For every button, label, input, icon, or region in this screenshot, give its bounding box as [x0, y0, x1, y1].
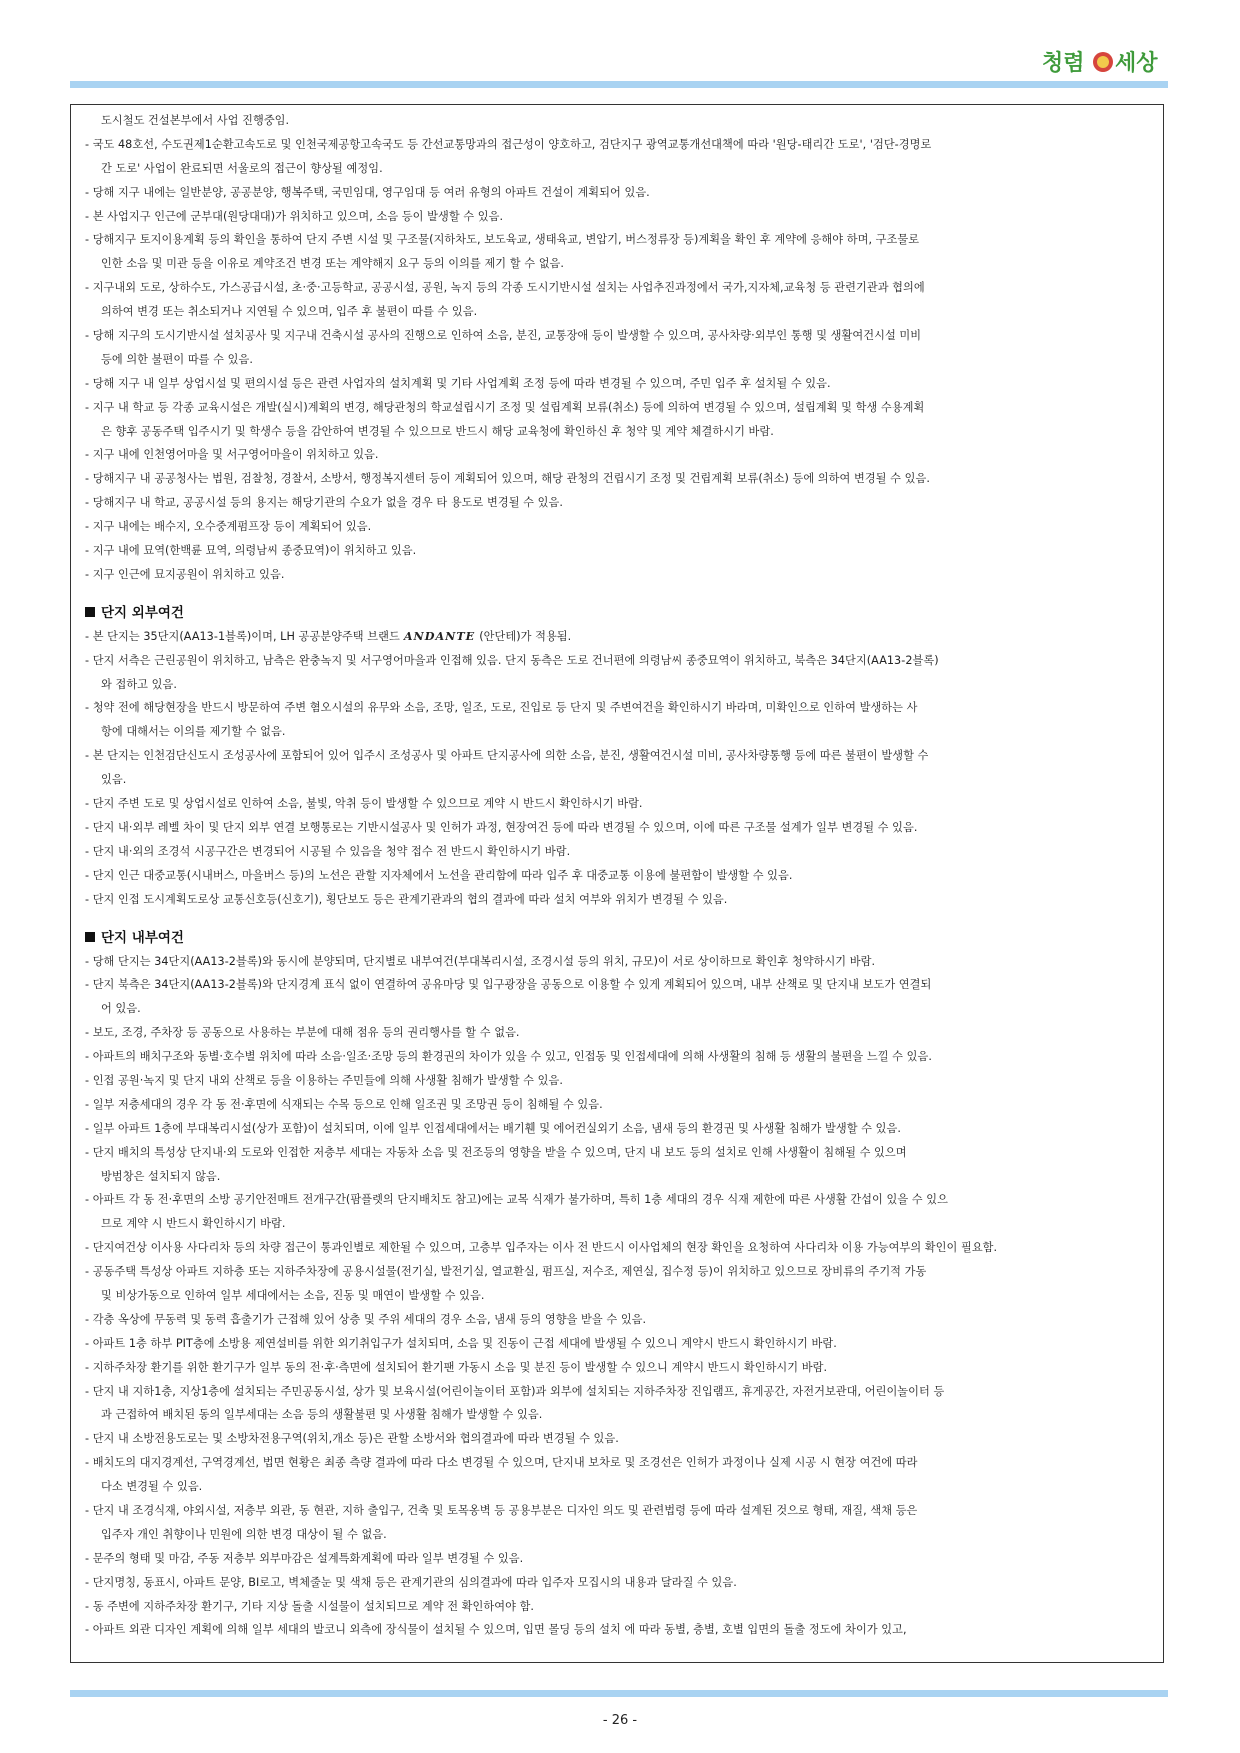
list-item: - 당해 지구 내에는 일반분양, 공공분양, 행복주택, 국민임대, 영구임대 등 여러 유형의 아파트 건설이 계획되어 있음. [85, 185, 650, 199]
list-item: - 단지 내 소방전용도로는 및 소방차전용구역(위치,개소 등)은 관할 소방서와 협의결과에 따라 변경될 수 있음. [85, 1432, 619, 1446]
list-item: - 지하주차장 환기를 위한 환기구가 일부 동의 전·후·측면에 설치되어 환기팬 가동시 소음 및 분진 등이 발생할 수 있으니 계약시 반드시 확인하시기 바람. [85, 1360, 828, 1374]
list-item: - 단지 내 조경식재, 야외시설, 저층부 외관, 동 현관, 지하 출입구, 건축 및 토목옹벽 등 공용부분은 디자인 의도 및 관련법령 등에 따라 설계된 것으로 형태, 재질, 색채 등은 [85, 1503, 918, 1517]
list-item: - 공동주택 특성상 아파트 지하층 또는 지하주차장에 공용시설물(전기실, 발전기실, 열교환실, 펌프실, 저수조, 제연실, 집수정 등)이 위치하고 있으므로 장비류의 주기적 가동 [85, 1265, 927, 1279]
list-item: - 단지 내·외의 조경석 시공구간은 변경되어 시공될 수 있음을 청약 접수 전 반드시 확인하시기 바람. [85, 844, 571, 858]
list-item: - 당해 지구 내 일부 상업시설 및 편의시설 등은 관련 사업자의 설치계획 및 기타 사업계획 조정 등에 따라 변경될 수 있으며, 주민 입주 후 설치될 수 있음. [85, 376, 831, 390]
section-title: 단지 외부여건 [101, 604, 184, 621]
list-item: 및 비상가동으로 인하여 일부 세대에서는 소음, 진동 및 매연이 발생할 수 있음. [101, 1288, 485, 1302]
internal-conditions-list [85, 950, 1151, 1643]
list-item: - 보도, 조경, 주차장 등 공동으로 사용하는 부분에 대해 점유 등의 권리행사를 할 수 없음. [85, 1026, 520, 1040]
list-item: - 본 사업지구 인근에 군부대(원당대대)가 위치하고 있으며, 소음 등이 발생할 수 있음. [85, 209, 504, 223]
list-item: 인한 소음 및 미관 등을 이유로 계약조건 변경 또는 계약해지 요구 등의 이의를 제기 할 수 없음. [101, 257, 565, 271]
list-item: - 인접 공원·녹지 및 단지 내외 산책로 등을 이용하는 주민들에 의해 사생활 침해가 발생할 수 있음. [85, 1073, 563, 1087]
list-item: - 아파트 1층 하부 PIT층에 소방용 제연설비를 위한 외기취입구가 설치되며, 소음 및 진동이 근접 세대에 발생될 수 있으니 계약시 반드시 확인하시기 바람. [85, 1336, 837, 1350]
list-item: - 국도 48호선, 수도권제1순환고속도로 및 인천국제공항고속국도 등 간선교통망과의 접근성이 양호하고, 검단지구 광역교통개선대책에 따라 '원당-태리간 도로', '검단-경명로 [85, 137, 932, 151]
list-item: - 일부 아파트 1층에 부대복리시설(상가 포함)이 설치되며, 이에 일부 인접세대에서는 배기휀 및 에어컨실외기 소음, 냄새 등의 환경권 및 사생활 침해가 발생할 수 있음. [85, 1121, 901, 1135]
external-conditions-list [85, 649, 1151, 912]
footer-accent-bar [70, 1690, 1168, 1697]
list-item: 과 근접하여 배치된 동의 일부세대는 소음 등의 생활불편 및 사생활 침해가 발생할 수 있음. [101, 1408, 543, 1422]
list-item: - 동 주변에 지하주차장 환기구, 기타 지상 돌출 시설물이 설치되므로 계약 전 확인하여야 함. [85, 1599, 535, 1613]
section-heading-internal [85, 926, 1151, 950]
square-bullet-icon [85, 607, 95, 617]
list-item: - 단지 인근 대중교통(시내버스, 마을버스 등)의 노선은 관할 지자체에서 노선을 관리함에 따라 입주 후 대중교통 이용에 불편함이 발생할 수 있음. [85, 868, 793, 882]
list-item: 간 도로' 사업이 완료되면 서울로의 접근이 향상될 예정임. [101, 161, 383, 175]
svg-text:청렴: 청렴 [1042, 51, 1085, 76]
list-item: - 단지 주변 도로 및 상업시설로 인하여 소음, 불빛, 악취 등이 발생할 수 있으므로 계약 시 반드시 확인하시기 바람. [85, 797, 643, 811]
logo-emblem-icon [1040, 44, 1180, 80]
list-item: - 당해 지구의 도시기반시설 설치공사 및 지구내 건축시설 공사의 진행으로 인하여 소음, 분진, 교통장애 등이 발생할 수 있으며, 공사차량·외부인 통행 및 생활여건시설 미비 [85, 329, 922, 343]
content-frame [70, 104, 1164, 1663]
list-item: 와 접하고 있음. [101, 677, 177, 691]
list-item: - 단지 내 지하1층, 지상1층에 설치되는 주민공동시설, 상가 및 보육시설(어린이놀이터 포함)과 외부에 설치되는 지하주차장 진입램프, 휴게공간, 자전거보관대, 어린이놀이터 등 [85, 1384, 945, 1398]
list-item: - 아파트의 배치구조와 동별·호수별 위치에 따라 소음·일조·조망 등의 환경권의 차이가 있을 수 있고, 인접동 및 인접세대에 의해 사생활의 침해 등 생활의 불편을 느낄 수 있음. [85, 1050, 932, 1064]
list-item: - 단지명칭, 동표시, 아파트 문양, BI로고, 벽체줄눈 및 색채 등은 관계기관의 심의결과에 따라 입주자 모집시의 내용과 달라질 수 있음. [85, 1575, 737, 1589]
list-item: 의하여 변경 또는 취소되거나 지연될 수 있으며, 입주 후 불편이 따를 수 있음. [101, 305, 478, 319]
section-heading-external [85, 601, 1151, 625]
list-item: 방범창은 설치되지 않음. [101, 1169, 221, 1183]
list-item: - 단지 배치의 특성상 단지내·외 도로와 인접한 저층부 세대는 자동차 소음 및 전조등의 영향을 받을 수 있으며, 단지 내 보도 등의 설치로 인해 사생활이 침해될 수 있으며 [85, 1145, 907, 1159]
brand-line-text: - 본 단지는 35단지(AA13-1블록)이며, LH 공공분양주택 브랜드 [85, 629, 400, 643]
list-item: - 지구 내에 묘역(한백륜 묘역, 의령남씨 종중묘역)이 위치하고 있음. [85, 544, 417, 558]
list-item: - 당해지구 토지이용계획 등의 확인을 통하여 단지 주변 시설 및 구조물(지하차도, 보도육교, 생태육교, 변압기, 버스정류장 등)계획을 확인 후 계약에 응해야 하며, 구조물로 [85, 233, 920, 247]
list-item: 다소 변경될 수 있음. [101, 1480, 203, 1494]
list-item: - 당해지구 내 학교, 공공시설 등의 용지는 해당기관의 수요가 없을 경우 타 용도로 변경될 수 있음. [85, 496, 563, 510]
list-item: - 배치도의 대지경계선, 구역경계선, 법면 현황은 최종 측량 결과에 따라 다소 변경될 수 있으며, 단지내 보차로 및 조경선은 인허가 과정이나 실제 시공 시 현장 여건에 따라 [85, 1456, 918, 1470]
list-item: - 아파트 외관 디자인 계획에 의해 일부 세대의 발코니 외측에 장식물이 설치될 수 있으며, 입면 몰딩 등의 설치 에 따라 동별, 층별, 호별 입면의 돌출 정도에 차이가 있고, [85, 1623, 907, 1637]
list-item: - 지구 인근에 묘지공원이 위치하고 있음. [85, 567, 285, 581]
list-item: 등에 의한 불편이 따를 수 있음. [101, 352, 253, 366]
list-item: - 지구 내에는 배수지, 오수중계펌프장 등이 계획되어 있음. [85, 520, 372, 534]
svg-text:세상: 세상 [1115, 51, 1158, 76]
list-item: - 단지 내·외부 레벨 차이 및 단지 외부 연결 보행통로는 기반시설공사 및 인허가 과정, 현장여건 등에 따라 변경될 수 있으며, 이에 따른 구조물 설계가 일부 변경될 수 있음. [85, 820, 918, 834]
list-item: 도시철도 건설본부에서 사업 진행중임. [101, 114, 290, 127]
list-item: 어 있음. [101, 1002, 141, 1016]
list-item: 있음. [101, 773, 127, 787]
list-item: - 단지 인접 도시계획도로상 교통신호등(신호기), 횡단보도 등은 관계기관과의 협의 결과에 따라 설치 여부와 위치가 변경될 수 있음. [85, 892, 728, 906]
list-item: - 청약 전에 해당현장을 반드시 방문하여 주변 혐오시설의 유무와 소음, 조망, 일조, 도로, 진입로 등 단지 및 주변여건을 확인하시기 바라며, 미확인으로 인하여 발생하는 사 [85, 701, 918, 715]
list-item: - 아파트 각 동 전·후면의 소방 공기안전매트 전개구간(팜플렛의 단지배치도 참고)에는 교목 식재가 불가하며, 특히 1층 세대의 경우 식재 제한에 따른 사생활 간섭이 있을 수 있으 [85, 1193, 948, 1207]
brand-line [85, 625, 1151, 649]
logo [1040, 44, 1180, 80]
list-item: - 각층 옥상에 무동력 및 동력 흡출기가 근접해 있어 상층 및 주위 세대의 경우 소음, 냄새 등의 영향을 받을 수 있음. [85, 1312, 647, 1326]
square-bullet-icon [85, 932, 95, 942]
list-item: - 지구 내 학교 등 각종 교육시설은 개발(실시)계획의 변경, 해당관청의 학교설립시기 조정 및 설립계획 보류(취소) 등에 의하여 변경될 수 있으며, 설립계획 및 학생 수용계획 [85, 400, 925, 414]
brand-line-suffix: (안단테)가 적용됨. [479, 629, 572, 643]
header-accent-bar [70, 81, 1168, 88]
list-item: - 단지 북측은 34단지(AA13-2블록)와 단지경계 표식 없이 연결하여 공유마당 및 입구광장을 공동으로 이용할 수 있게 계획되어 있으며, 내부 산책로 및 단지내 보도가 연결되 [85, 978, 932, 992]
list-item: - 당해지구 내 공공청사는 법원, 검찰청, 경찰서, 소방서, 행정복지센터 등이 계획되어 있으며, 해당 관청의 건립시기 조정 및 건립계획 보류(취소) 등에 의하여 변경될 수 있음. [85, 472, 930, 486]
list-item: 은 향후 공동주택 입주시기 및 학생수 등을 감안하여 변경될 수 있으므로 반드시 해당 교육청에 확인하신 후 청약 및 계약 체결하시기 바람. [101, 424, 774, 438]
list-item: - 단지여건상 이사용 사다리차 등의 차량 접근이 통과인별로 제한될 수 있으며, 고층부 입주자는 이사 전 반드시 이사업체의 현장 확인을 요청하여 사다리차 이용 가능여부의 확인이 필요함. [85, 1241, 998, 1255]
list-item: 항에 대해서는 이의를 제기할 수 없음. [101, 725, 286, 739]
list-item: - 지구내외 도로, 상하수도, 가스공급시설, 초·중·고등학교, 공공시설, 공원, 녹지 등의 각종 도시기반시설 설치는 사업추진과정에서 국가,지자체,교육청 등 관련기관과 협의에 [85, 281, 925, 295]
list-item: - 일부 저층세대의 경우 각 동 전·후면에 식재되는 수목 등으로 인해 일조권 및 조망권 등이 침해될 수 있음. [85, 1097, 603, 1111]
list-item: 입주자 개인 취향이나 민원에 의한 변경 대상이 될 수 없음. [101, 1527, 387, 1541]
andante-brand-logo: ANDANTE [403, 628, 476, 643]
list-item: - 문주의 형태 및 마감, 주동 저층부 외부마감은 설계특화계획에 따라 일부 변경될 수 있음. [85, 1551, 524, 1565]
list-item: 므로 계약 시 반드시 확인하시기 바람. [101, 1217, 286, 1231]
page-number: - 26 - [602, 1713, 638, 1728]
list-item: - 지구 내에 인천영어마을 및 서구영어마을이 위치하고 있음. [85, 448, 379, 462]
list-item: - 당해 단지는 34단지(AA13-2블록)와 동시에 분양되며, 단지별로 내부여건(부대복리시설, 조경시설 등의 위치, 규모)이 서로 상이하므로 확인후 청약하시기 바람. [85, 954, 876, 968]
section-title: 단지 내부여건 [101, 929, 184, 946]
list-item: - 본 단지는 인천검단신도시 조성공사에 포함되어 있어 입주시 조성공사 및 아파트 단지공사에 의한 소음, 분진, 생활여건시설 미비, 공사차량통행 등에 따른 불편이 발생할 수 [85, 749, 929, 763]
list-item: - 단지 서측은 근린공원이 위치하고, 남측은 완충녹지 및 서구영어마을과 인접해 있음. 단지 동측은 도로 건너편에 의령남씨 종중묘역이 위치하고, 북측은 34단지(AA13-2블록) [85, 653, 939, 667]
district-conditions-list [85, 109, 1151, 587]
